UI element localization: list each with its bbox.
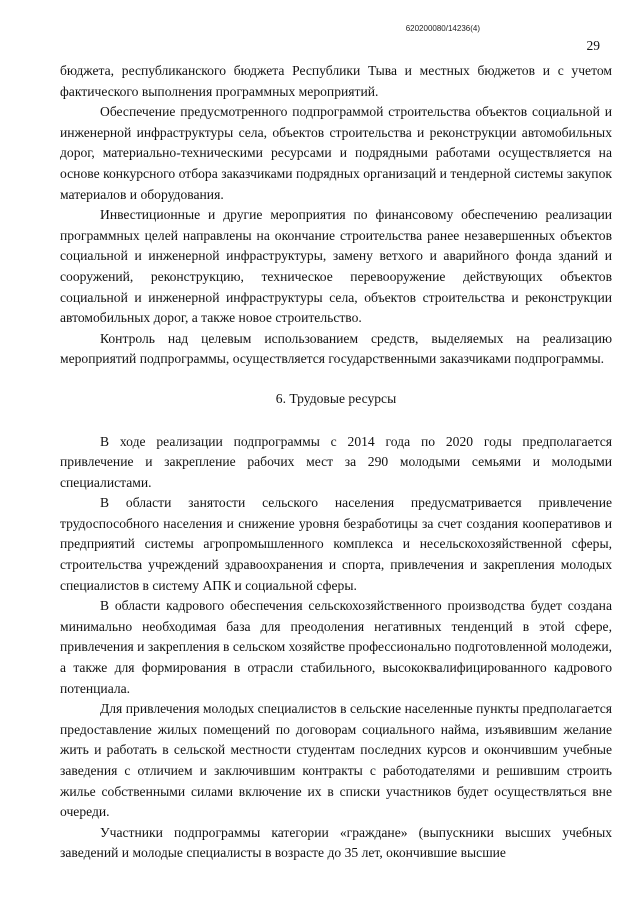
paragraph: Контроль над целевым использованием средств, выделяемых на реализацию мероприятий подпрограммы, осуществляется государственными заказчиками подпрограммы.: [60, 330, 612, 367]
section-heading: 6. Трудовые ресурсы: [275, 390, 397, 406]
paragraph: Обеспечение предусмотренного подпрограммой строительства объектов социальной и инженерной инфраструктуры села, объектов строительства и реконструкции автомобильных дорог, материально-техническими ресурсами и подрядными работами осуществляется на основе конкурсного отбора заказчиками подрядных организаций и тендерной системы закупок материалов и оборудования.: [60, 104, 612, 202]
paragraph: Участники подпрограммы категории «граждане» (выпускники высших учебных заведений и молодые специалисты в возрасте до 35 лет, окончившие высшие: [60, 824, 612, 861]
paragraph: В ходе реализации подпрограммы с 2014 года по 2020 годы предполагается привлечение и закрепление рабочих мест за 290 молодыми семьями и молодыми специалистами.: [60, 433, 612, 490]
paragraph: Инвестиционные и другие мероприятия по финансовому обеспечению реализации программных целей направлены на окончание строительства ранее незавершенных объектов социальной и инженерной инфраструктуры, замену ветхого и аварийного фонда зданий и сооружений, реконструкцию, техническое перевооружение действующих объектов социальной и инженерной инфраструктуры села, объектов строительства и реконструкции автомобильных дорог, а также новое строительство.: [60, 207, 612, 326]
document-body: [60, 61, 612, 864]
page-number: 29: [586, 38, 600, 53]
paragraph-continuation: бюджета, республиканского бюджета Республики Тыва и местных бюджетов и с учетом фактического выполнения программных мероприятий.: [60, 63, 612, 99]
paragraph: В области занятости сельского населения предусматривается привлечение трудоспособного населения и снижение уровня безработицы за счет создания кооперативов и предприятий системы агропромышленного комплекса и несельскохозяйственной сферы, строительства учреждений здравоохранения и спорта, привлечения и закрепления молодых специалистов в систему АПК и социальной сферы.: [60, 495, 612, 593]
paragraph: В области кадрового обеспечения сельскохозяйственного производства будет создана минимально необходимая база для преодоления негативных тенденций в этой сфере, привлечения и закрепления в сельском хозяйстве профессионально подготовленной молодежи, а также для формирования в отрасли стабильного, высококвалифицированного кадрового потенциала.: [60, 598, 612, 696]
paragraph: Для привлечения молодых специалистов в сельские населенные пункты предполагается предоставление жилых помещений по договорам социального найма, изъявившим желание жить и работать в сельской местности студентам последних курсов и окончившим учебные заведения с отличием и заключившим контракты с работодателями и решившим строить жилье собственными силами включение их в списки участников будет осуществляться вне очереди.: [60, 701, 612, 820]
document-id: 620200080/14236(4): [405, 24, 480, 33]
